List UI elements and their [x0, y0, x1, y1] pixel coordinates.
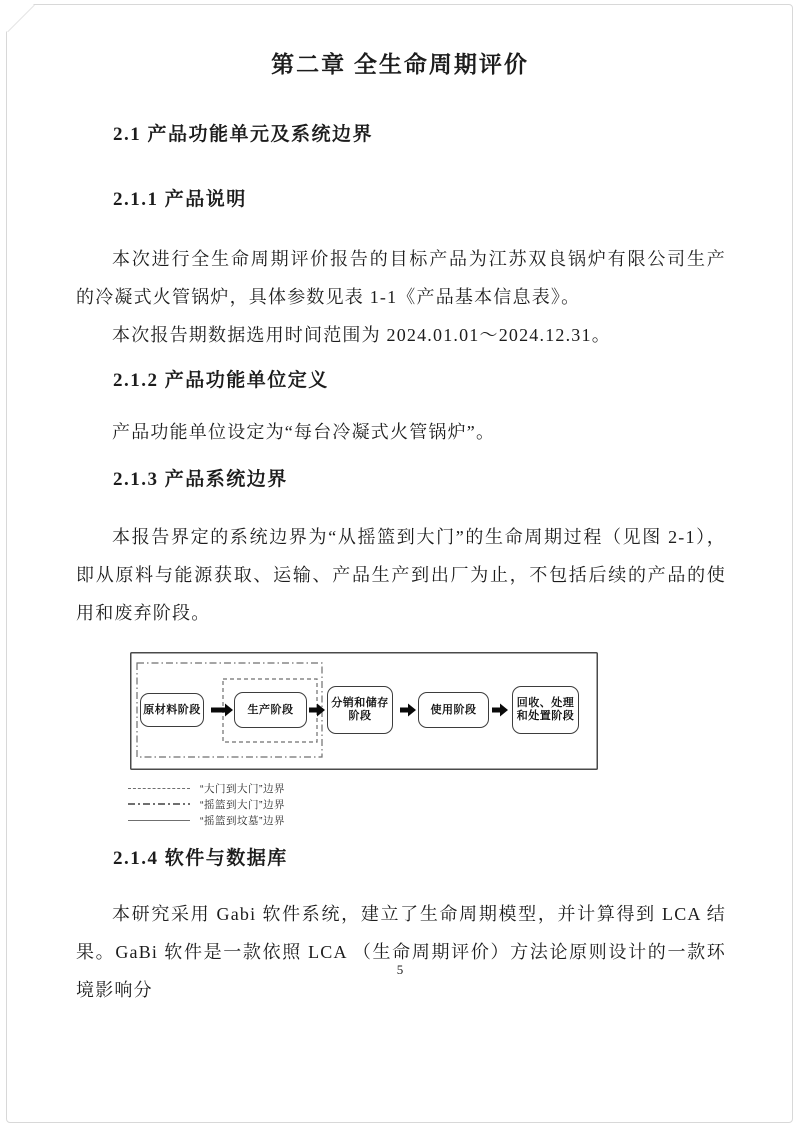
paragraph-reporting-period: 本次报告期数据选用时间范围为 2024.01.01～2024.12.31。 [112, 325, 611, 345]
stage-box-recycle-disposal [512, 686, 579, 734]
lifecycle-boundary-diagram [130, 652, 598, 770]
stage-label: 回收、处理 [516, 697, 575, 709]
legend-label: “摇篮到大门”边界 [200, 798, 285, 811]
legend-row-gate-to-gate [128, 780, 285, 796]
stage-box-raw-material [140, 693, 204, 727]
page-number: 5 [396, 962, 404, 977]
flow-arrow-icon [309, 704, 325, 717]
legend-row-cradle-to-grave [128, 812, 285, 828]
legend-label: “摇篮到坟墓”边界 [200, 814, 285, 827]
flow-arrow-icon [211, 704, 233, 717]
chapter-title: 第二章 全生命周期评价 [271, 52, 529, 77]
stage-label: 和处置阶段 [516, 710, 575, 722]
heading-2-1-1: 2.1.1 产品说明 [113, 189, 247, 210]
solid-line-icon [128, 820, 190, 821]
flow-arrow-icon [492, 704, 508, 717]
legend-label: “大门到大门”边界 [200, 782, 285, 795]
stage-label: 使用阶段 [430, 703, 477, 716]
heading-2-1-3: 2.1.3 产品系统边界 [113, 469, 288, 490]
paragraph-software-database: 本研究采用 Gabi 软件系统，建立了生命周期模型，并计算得到 LCA 结果。GaBi 软件是一款依照 LCA （生命周期评价）方法论原则设计的一款环境影响分 [76, 904, 726, 1000]
stage-label: 阶段 [348, 710, 372, 722]
page-corner-cut [6, 4, 34, 32]
stage-box-production [234, 692, 307, 728]
heading-2-1: 2.1 产品功能单元及系统边界 [113, 124, 374, 145]
dash-dot-line-icon [128, 803, 190, 805]
flow-arrow-icon [400, 704, 416, 717]
paragraph-product-description: 本次进行全生命周期评价报告的目标产品为江苏双良锅炉有限公司生产的冷凝式火管锅炉，具体参数见表 1-1《产品基本信息表》。 [76, 249, 726, 307]
paragraph-system-boundary: 本报告界定的系统边界为“从摇篮到大门”的生命周期过程（见图 2-1），即从原料与能源获取、运输、产品生产到出厂为止，不包括后续的产品的使用和废弃阶段。 [76, 527, 726, 623]
paragraph-functional-unit: 产品功能单位设定为“每台冷凝式火管锅炉”。 [112, 422, 496, 442]
dashed-line-icon [128, 788, 190, 789]
stage-label: 分销和储存 [331, 697, 389, 709]
heading-2-1-2: 2.1.2 产品功能单位定义 [113, 370, 329, 391]
stage-label: 生产阶段 [247, 703, 294, 716]
stage-box-use [418, 692, 489, 728]
stage-box-distribution-storage [327, 686, 393, 734]
stage-label: 原材料阶段 [143, 703, 201, 716]
legend-row-cradle-to-gate [128, 796, 285, 812]
diagram-legend [128, 780, 285, 828]
heading-2-1-4: 2.1.4 软件与数据库 [113, 848, 288, 869]
